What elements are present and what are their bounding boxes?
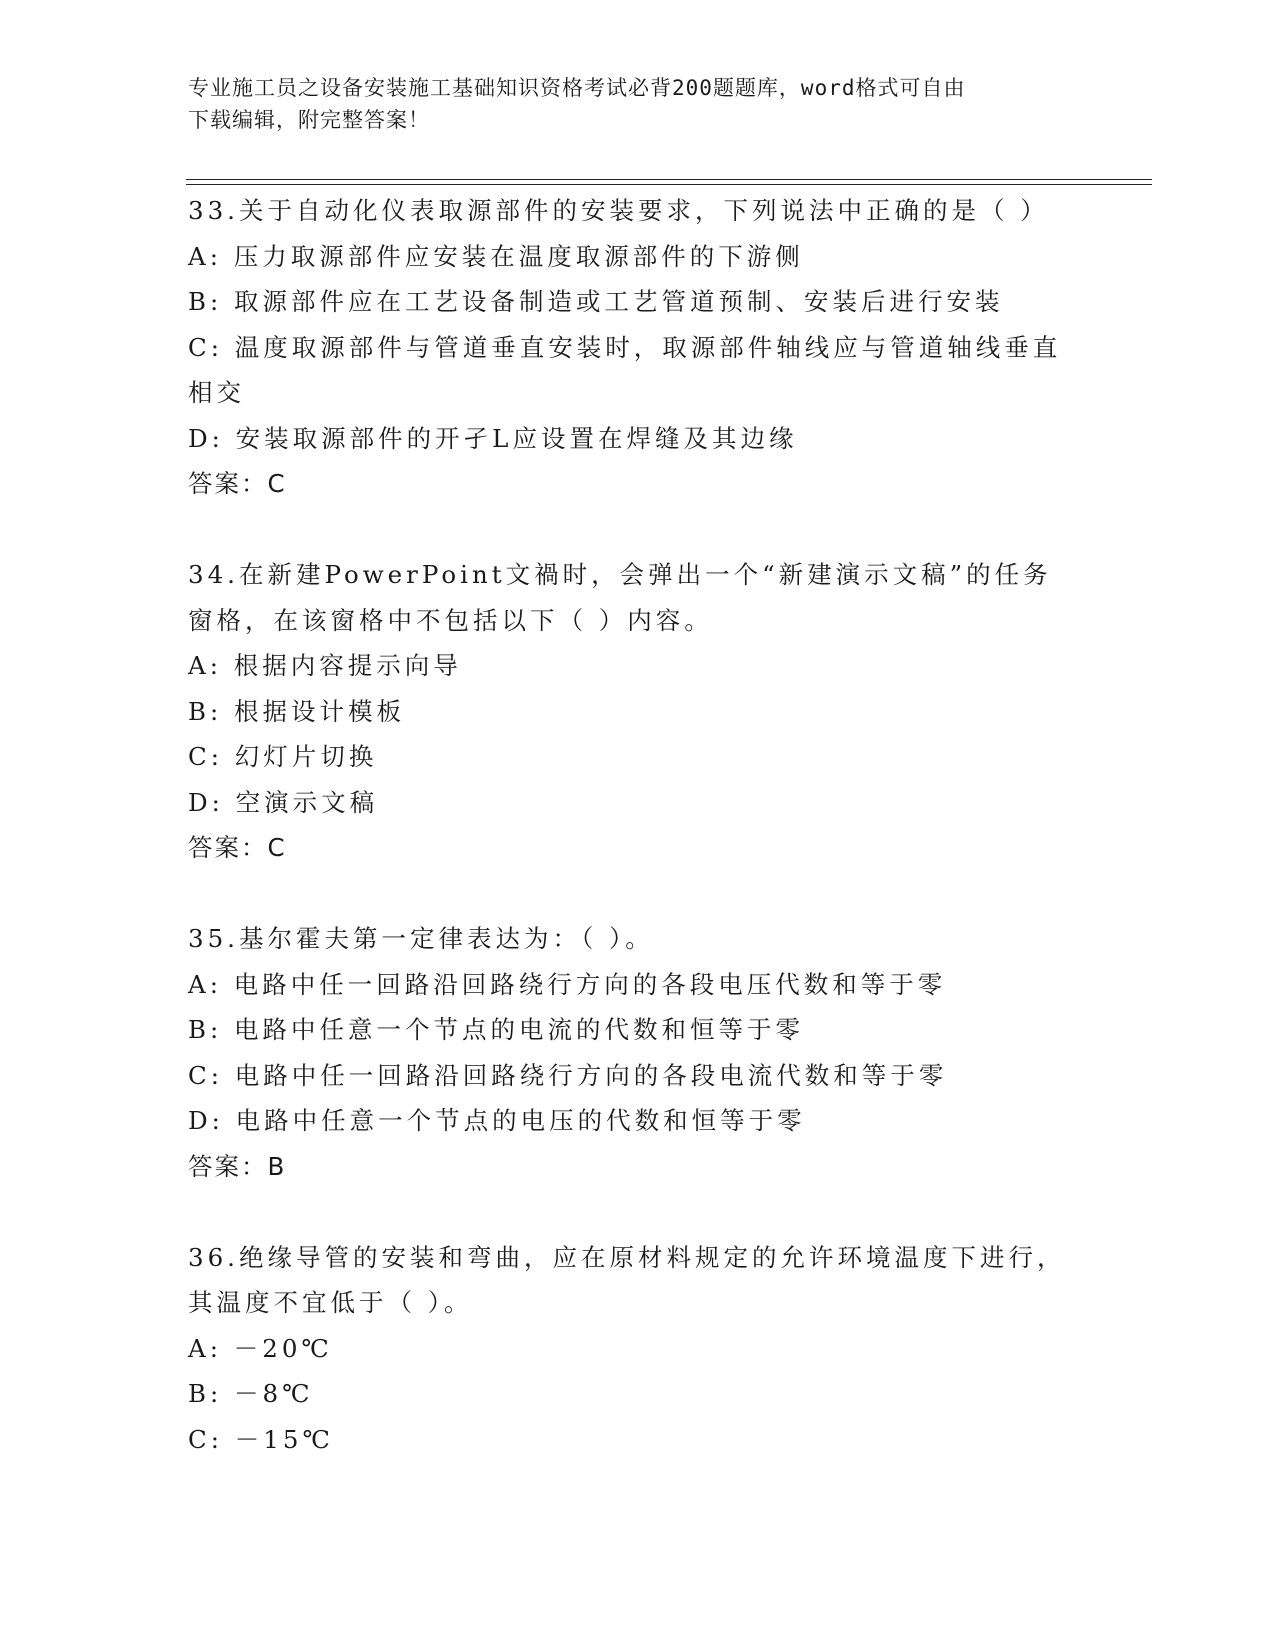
question-spacer [188,871,1088,917]
answer-option: D: 安装取源部件的开孑L应设置在焊缝及其边缘 [188,423,798,453]
question-spacer [188,507,1088,553]
question-stem: 36.绝缘导管的安装和弯曲，应在原材料规定的允许环境温度下进行， [188,1242,1066,1272]
answer-option: D: 空演示文稿 [188,787,379,817]
answer-key: 答案：B [188,1151,287,1181]
question-stem: 其温度不宜低于（ ）。 [188,1288,473,1317]
answer-option: 相交 [188,378,245,407]
answer-option: B: 根据设计模板 [188,696,406,726]
answer-option: C: 电路中任一回路沿回路绕行方向的各段电流代数和等于零 [188,1060,948,1090]
question-block [188,188,1088,507]
answer-option: A: 根据内容提示向导 [188,651,462,680]
answer-option: B: －8℃ [188,1379,314,1408]
answer-key: 答案：C [188,469,287,498]
answer-option: A: 电路中任一回路沿回路绕行方向的各段电压代数和等于零 [188,969,947,999]
question-stem: 33.关于自动化仪表取源部件的安装要求，下列说法中正确的是（ ） [188,196,1049,225]
answer-option: A: 压力取源部件应安装在温度取源部件的下游侧 [188,241,804,271]
header-title-line-2: 下载编辑，附完整答案！ [188,108,430,132]
header-divider-bottom [186,184,1152,185]
answer-option: B: 取源部件应在工艺设备制造或工艺管道预制、安装后进行安装 [188,287,1004,316]
answer-option: C: 幻灯片切换 [188,742,378,771]
document-header [188,72,1068,136]
answer-option: B: 电路中任意一个节点的电流的代数和恒等于零 [188,1015,805,1044]
question-block [188,552,1088,871]
header-divider-top [186,179,1152,180]
question-spacer [188,1189,1088,1235]
question-stem: 34.在新建PowerPoint文禍时，会弹出一个“新建演示文稿”的任务 [188,560,1052,589]
answer-option: C: 温度取源部件与管道垂直安装时，取源部件轴线应与管道轴线垂直 [188,332,1062,362]
header-title-line-1: 专业施工员之设备安装施工基础知识资格考试必背200题题库，word格式可自由 [188,76,966,100]
answer-option: A: －20℃ [188,1333,333,1363]
question-block [188,916,1088,1189]
answer-option: D: 电路中任意一个节点的电压的代数和恒等于零 [188,1106,806,1135]
answer-option: C: －15℃ [188,1424,334,1454]
question-list [188,188,1088,1462]
question-stem: 窗格，在该窗格中不包括以下（ ）内容。 [188,605,713,635]
answer-key: 答案：C [188,833,287,862]
question-block [188,1235,1088,1463]
question-stem: 35.基尔霍夫第一定律表达为：（ ）。 [188,924,654,953]
